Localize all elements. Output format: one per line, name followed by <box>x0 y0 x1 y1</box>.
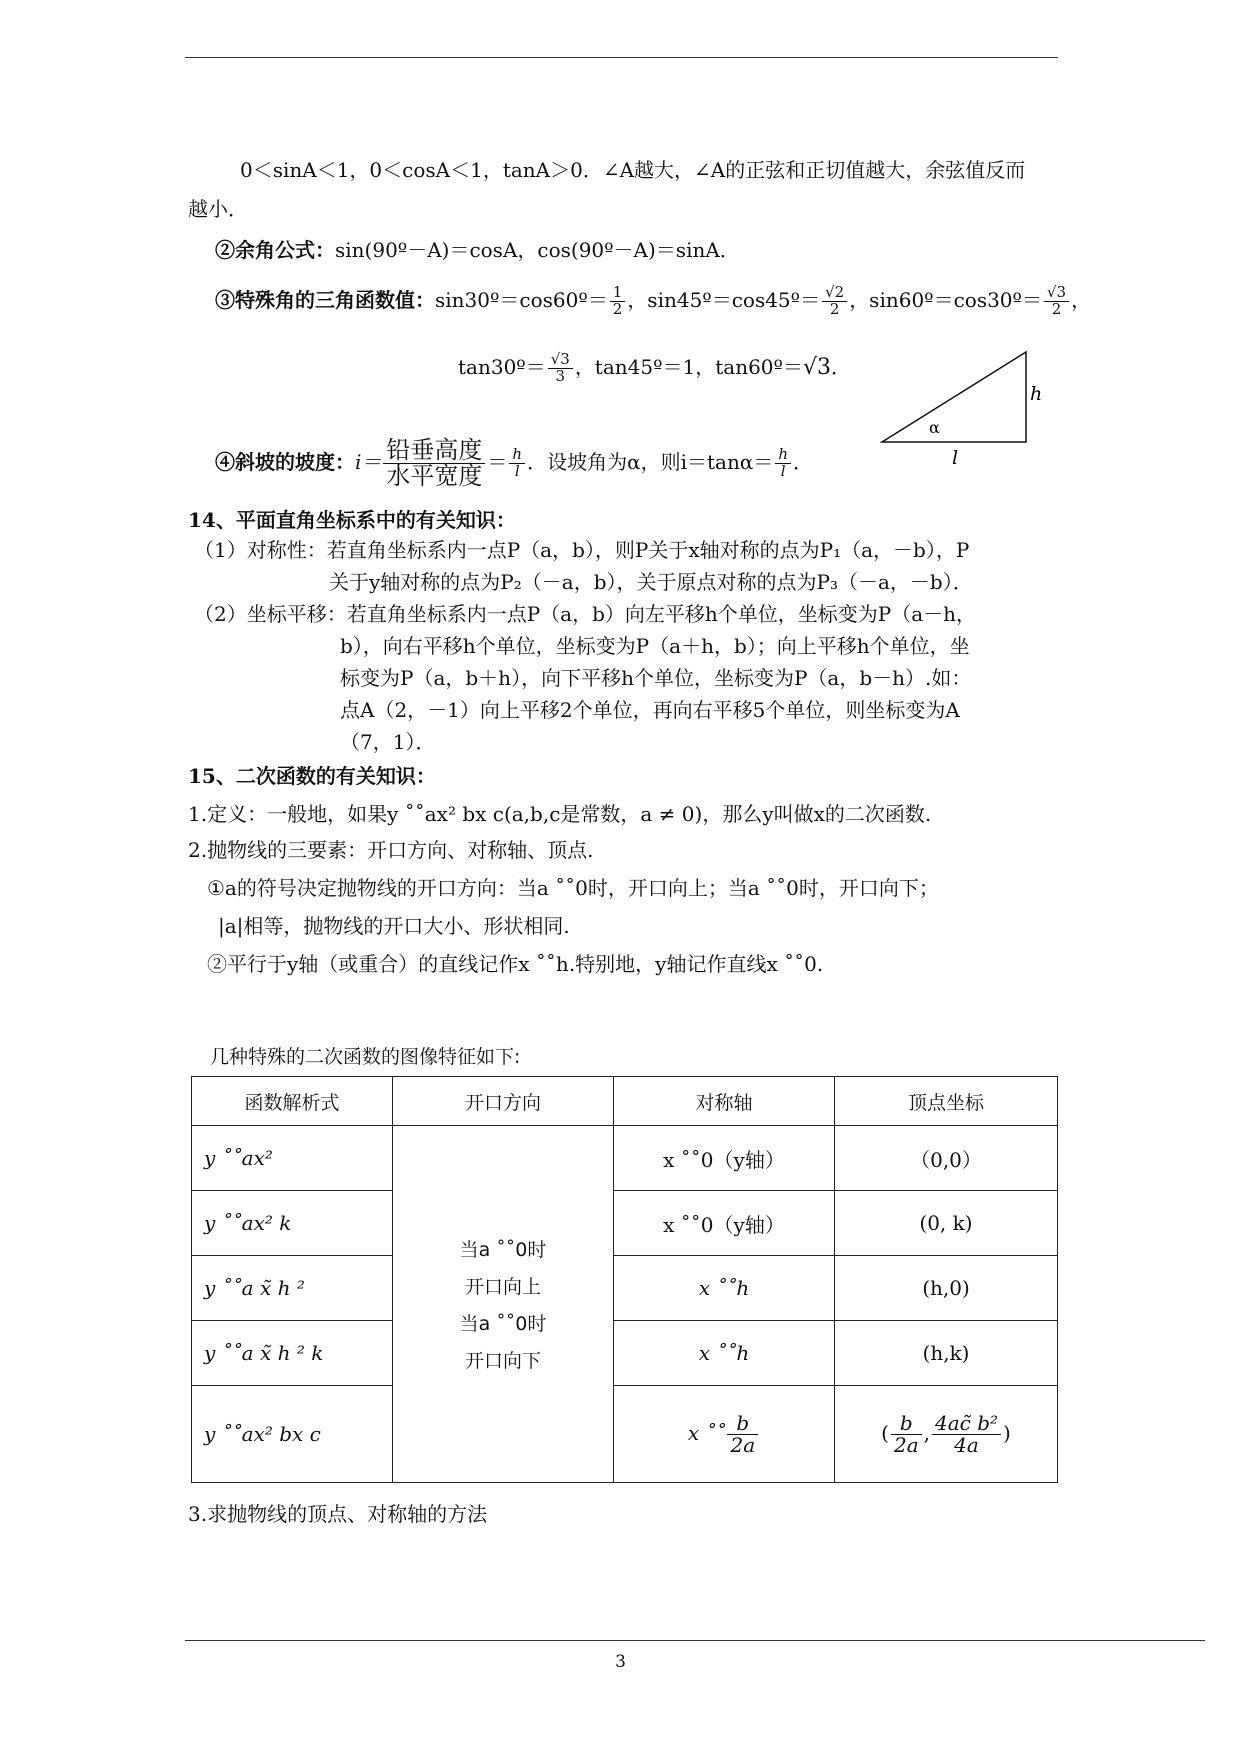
translation-line-4: 点A（2，－1）向上平移2个单位，再向右平移5个单位，则坐标变为A <box>340 698 960 722</box>
fraction-numerator: √3 <box>548 352 573 369</box>
header-expression: 函数解析式 <box>192 1077 393 1126</box>
slope-definition <box>215 438 813 489</box>
fraction-denominator: 2a <box>893 1432 919 1457</box>
fraction-numerator: h <box>509 447 525 464</box>
table-row <box>192 1386 1058 1483</box>
direction-line: 当a ˚˚0时 <box>459 1239 547 1261</box>
special-angle-label: ③特殊角的三角函数值： <box>215 287 435 312</box>
definition-line: 1.定义：一般地，如果y ˚˚ax² bx c(a,b,c是常数，a ≠ 0)，那么y叫做x的二次函数. <box>188 802 932 826</box>
table-row <box>192 1256 1058 1321</box>
table-caption: 几种特殊的二次函数的图像特征如下: <box>210 1046 521 1068</box>
row-vertex: (0, k) <box>835 1191 1058 1256</box>
footer-rule <box>185 1640 1205 1641</box>
row-vertex: (h,0) <box>835 1256 1058 1321</box>
translation-line-5: （7，1）． <box>340 730 436 754</box>
quadratic-features-table <box>191 1076 1058 1483</box>
text-line-sin-range: 0＜sinA＜1，0＜cosA＜1，tanA＞0．∠A越大，∠A的正弦和正切值越大，余弦值反而 <box>240 158 1026 182</box>
translation-line-2: b），向右平移h个单位，坐标变为P（a＋h，b）；向上平移h个单位，坐 <box>340 634 970 658</box>
fraction-numerator: 铅垂高度 <box>383 438 485 464</box>
row-axis: x ˚˚h <box>614 1256 835 1321</box>
slope-triangle-diagram <box>880 350 1070 465</box>
fraction-h-over-l <box>509 447 525 480</box>
vertex-x-fraction <box>891 1410 922 1457</box>
special-angle-values <box>215 285 1091 318</box>
fraction-denominator: 2 <box>1051 299 1062 318</box>
fraction-numerator: h <box>775 447 791 464</box>
header-vertex: 顶点坐标 <box>835 1077 1058 1126</box>
row-axis: x ˚˚h <box>614 1321 835 1386</box>
slope-i: i＝ <box>355 450 382 475</box>
abs-a-line: |a|相等，抛物线的开口大小、形状相同. <box>218 914 570 938</box>
tan30-text: tan30º＝ <box>458 354 546 379</box>
sin60-text: ，sin60º＝cos30º＝ <box>849 287 1042 312</box>
row-vertex: (h,k) <box>835 1321 1058 1386</box>
fraction-denominator: 4a <box>954 1432 979 1457</box>
fraction-denominator: l <box>514 462 520 481</box>
sqrt3-value: √3 <box>802 354 831 380</box>
tangent-values <box>458 352 851 385</box>
fraction-numerator: b <box>727 1413 758 1435</box>
fraction-slope <box>383 438 485 489</box>
page-number: 3 <box>615 1652 626 1672</box>
row-expression: y ˚˚a x̃ h ² k <box>192 1321 393 1386</box>
fraction-root2-over-2 <box>822 285 847 318</box>
direction-line: 当a ˚˚0时 <box>459 1313 547 1335</box>
paren-left: ( <box>881 1420 889 1445</box>
fraction-denominator: l <box>780 462 786 481</box>
symmetry-line-2: 关于y轴对称的点为P₂（－a，b），关于原点对称的点为P₃（－a，－b）． <box>329 570 973 594</box>
row-axis: x ˚˚0（y轴） <box>614 1191 835 1256</box>
header-direction: 开口方向 <box>393 1077 614 1126</box>
triangle-h-label: h <box>1030 383 1043 405</box>
fraction-half <box>610 285 626 318</box>
translation-line-1: （2）坐标平移：若直角坐标系内一点P（a，b）向左平移h个单位，坐标变为P（a－h， <box>194 602 977 626</box>
section-15-heading: 15、二次函数的有关知识： <box>188 764 436 788</box>
fraction-numerator: 1 <box>610 285 626 302</box>
slope-label: ④斜坡的坡度： <box>215 450 355 475</box>
row-expression: y ˚˚ax² bx c <box>192 1386 393 1483</box>
fraction-denominator: 2 <box>612 299 623 318</box>
row-expression: y ˚˚a x̃ h ² <box>192 1256 393 1321</box>
complementary-text: sin(90º－A)＝cosA，cos(90º－A)＝sinA． <box>335 238 740 262</box>
comma: ， <box>1071 287 1092 312</box>
period: ． <box>793 450 813 475</box>
fraction-numerator: 4ac̃ b² <box>932 1413 1001 1435</box>
fraction-h-over-l-2 <box>775 447 791 480</box>
fraction-denominator: 水平宽度 <box>386 462 483 491</box>
triangle-l-label: l <box>952 447 959 465</box>
vertex-y-fraction <box>932 1410 1001 1457</box>
sin45-text: ，sin45º＝cos45º＝ <box>627 287 821 312</box>
table-row <box>192 1191 1058 1256</box>
header-rule <box>185 57 1058 58</box>
table-row <box>192 1321 1058 1386</box>
triangle-alpha-label: α <box>929 418 940 437</box>
row-axis <box>614 1386 835 1483</box>
axis-prefix: x ˚˚ <box>687 1420 726 1445</box>
fraction-numerator: √2 <box>822 285 847 302</box>
fraction-root3-over-2 <box>1044 285 1069 318</box>
equals: ＝ <box>487 450 508 475</box>
row-expression: y ˚˚ax² k <box>192 1191 393 1256</box>
fraction-numerator: √3 <box>1044 285 1069 302</box>
symmetry-line-1: （1）对称性：若直角坐标系内一点P（a，b），则P关于x轴对称的点为P₁（a，－b），P <box>194 538 970 562</box>
direction-cell <box>393 1126 614 1483</box>
fraction-denominator: 2a <box>730 1432 756 1457</box>
fraction-denominator: 2 <box>829 299 840 318</box>
row-axis: x ˚˚0（y轴） <box>614 1126 835 1191</box>
header-axis: 对称轴 <box>614 1077 835 1126</box>
translation-line-3: 标变为P（a，b＋h），向下平移h个单位，坐标变为P（a，b－h）.如： <box>340 666 972 690</box>
table-header-row <box>192 1077 1058 1126</box>
complementary-formula <box>215 236 740 264</box>
tan45-text: ，tan45º＝1，tan60º＝ <box>574 354 803 379</box>
direction-line: 开口向上 <box>464 1276 541 1298</box>
row-vertex: （0,0） <box>835 1126 1058 1191</box>
slope-angle-text: ．设坡角为α，则i＝tanα＝ <box>527 450 774 475</box>
row-expression: y ˚˚ax² <box>192 1126 393 1191</box>
triangle-shape <box>882 352 1026 442</box>
vertex-method-heading: 3.求抛物线的顶点、对称轴的方法 <box>188 1502 488 1526</box>
axis-fraction <box>727 1410 758 1457</box>
sin30-text: sin30º＝cos60º＝ <box>435 287 608 312</box>
text-line-continuation: 越小． <box>188 197 248 221</box>
three-elements-line: 2.抛物线的三要素：开口方向、对称轴、顶点. <box>188 838 594 862</box>
direction-line: 开口向下 <box>464 1350 541 1372</box>
vertex-separator: , <box>923 1420 930 1445</box>
fraction-numerator: b <box>891 1413 922 1435</box>
parallel-axis-line: ②平行于y轴（或重合）的直线记作x ˚˚h.特别地，y轴记作直线x ˚˚0. <box>207 952 824 976</box>
fraction-root3-over-3 <box>548 352 573 385</box>
table-row <box>192 1126 1058 1191</box>
fraction-denominator: 3 <box>555 366 566 385</box>
period: ． <box>830 354 851 379</box>
complementary-label: ②余角公式： <box>215 238 335 262</box>
paren-right: ) <box>1003 1420 1011 1445</box>
section-14-heading: 14、平面直角坐标系中的有关知识： <box>188 508 516 532</box>
opening-direction-line: ①a的符号决定抛物线的开口方向：当a ˚˚0时，开口向上；当a ˚˚0时，开口向下； <box>207 876 939 900</box>
row-vertex <box>835 1386 1058 1483</box>
